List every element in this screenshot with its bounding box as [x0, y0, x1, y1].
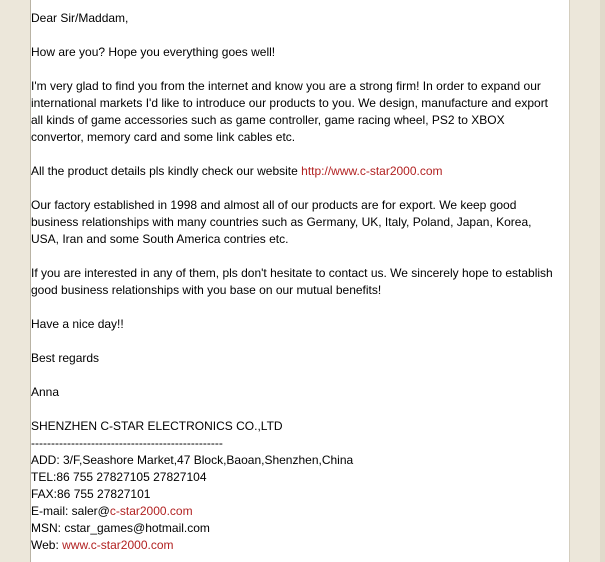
fax: FAX:86 755 27827101 — [31, 487, 151, 501]
intro-line-1: I'm very glad to find you from the internet and know you are a strong firm! In order to expand our — [31, 79, 541, 93]
factory-line-3: USA, Iran and some South America contries etc. — [31, 232, 289, 246]
company-name: SHENZHEN C-STAR ELECTRONICS CO.,LTD — [31, 419, 283, 433]
closing: Best regards — [31, 351, 100, 365]
question: How are you? Hope you everything goes well! — [31, 45, 276, 59]
signature-divider: ------------------------------------------------ — [31, 436, 223, 450]
paragraph-gap — [31, 27, 566, 44]
email-line — [31, 503, 566, 520]
address: ADD: 3/F,Seashore Market,47 Block,Baoan,Shenzhen,China — [31, 453, 354, 467]
website-link[interactable]: http://www.c-star2000.com — [301, 164, 443, 178]
paragraph-gap — [31, 401, 566, 418]
greeting: Dear Sir/Maddam, — [31, 11, 129, 25]
paragraph-gap — [31, 299, 566, 316]
signer-name: Anna — [31, 385, 60, 399]
nice-day: Have a nice day!! — [31, 317, 124, 331]
email-prefix: E-mail: saler@ — [31, 504, 110, 518]
telephone: TEL:86 755 27827105 27827104 — [31, 470, 207, 484]
paragraph-gap — [31, 248, 566, 265]
details-text: All the product details pls kindly check our website — [31, 164, 302, 178]
factory-line-2: business relationships with many countries such as Germany, UK, Italy, Poland, Japan, Korea, — [31, 215, 532, 229]
intro-line-3: all kinds of game accessories such as game controller, game racing wheel, PS2 to XBOX — [31, 113, 505, 127]
interest-line-2: good business relationships with you base on our mutual benefits! — [31, 283, 382, 297]
web-line — [31, 537, 566, 554]
msn: MSN: cstar_games@hotmail.com — [31, 521, 210, 535]
paragraph-gap — [31, 333, 566, 350]
factory-line-1: Our factory established in 1998 and almost all of our products are for export. We keep good — [31, 198, 517, 212]
paragraph-gap — [31, 367, 566, 384]
web-link[interactable]: www.c-star2000.com — [62, 538, 174, 552]
email-body — [31, 10, 566, 554]
paragraph-gap — [31, 61, 566, 78]
details-paragraph — [31, 163, 566, 180]
intro-line-4: convertor, memory card and some link cables etc. — [31, 130, 296, 144]
intro-line-2: international markets I'd like to introduce our products to you. We design, manufacture and export — [31, 96, 549, 110]
email-link[interactable]: c-star2000.com — [109, 504, 193, 518]
web-prefix: Web: — [31, 538, 63, 552]
interest-line-1: If you are interested in any of them, pls don't hesitate to contact us. We sincerely hope to establish — [31, 266, 553, 280]
paragraph-gap — [31, 146, 566, 163]
paragraph-gap — [31, 180, 566, 197]
right-shade — [600, 0, 605, 562]
left-margin — [0, 0, 30, 562]
